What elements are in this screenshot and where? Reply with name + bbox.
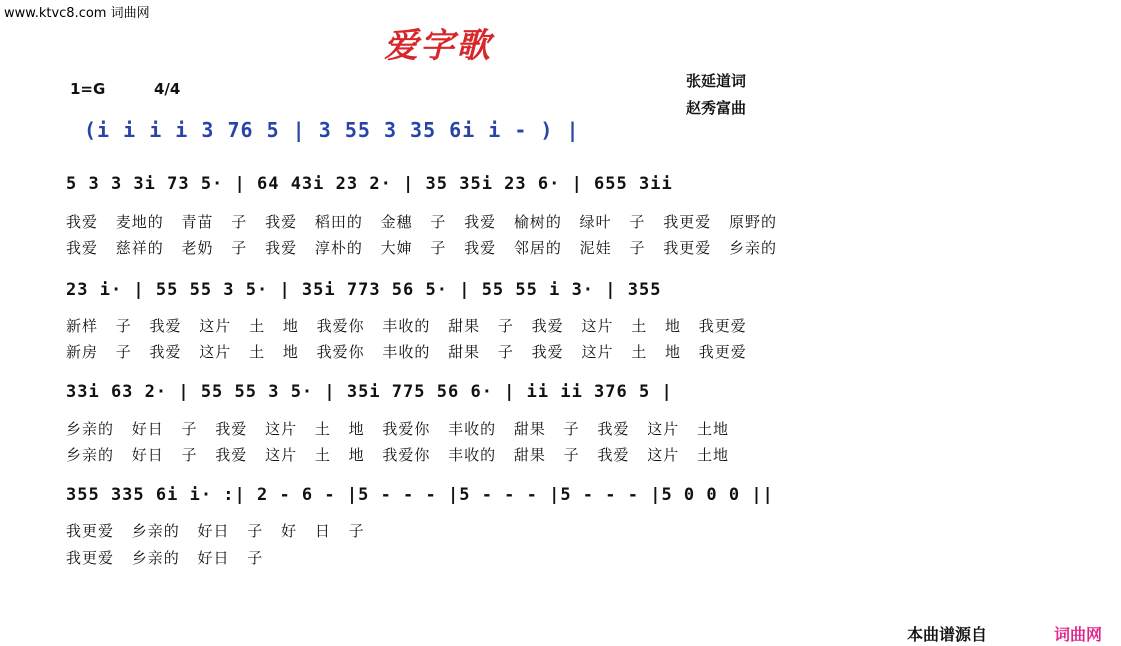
lyric-line-4-verse-2: 我更爱 乡亲的 好日 子 (66, 549, 264, 567)
time-signature: 4/4 (154, 80, 181, 98)
lyric-line-2-verse-2: 新房 子 我爱 这片 土 地 我爱你 丰收的 甜果 子 我爱 这片 土 地 我更爱 (66, 343, 747, 361)
notation-line-2: 23 i· | 55 55 3 5· | 35i 773 56 5· | 55 55 i 3· | 355 (66, 280, 662, 300)
lyric-line-3-verse-1: 乡亲的 好日 子 我爱 这片 土 地 我爱你 丰收的 甜果 子 我爱 这片 土地 (66, 420, 729, 438)
lyric-line-1-verse-1: 我爱 麦地的 青苗 子 我爱 稻田的 金穗 子 我爱 榆树的 绿叶 子 我更爱 原野的 (66, 213, 777, 231)
lyric-line-4-verse-1: 我更爱 乡亲的 好日 子 好 日 子 (66, 522, 365, 540)
song-title: 爱字歌 (384, 26, 492, 66)
lyricist-credit: 张延道词 (686, 72, 747, 90)
lyric-line-3-verse-2: 乡亲的 好日 子 我爱 这片 土 地 我爱你 丰收的 甜果 子 我爱 这片 土地 (66, 446, 729, 464)
notation-line-3: 33i 63 2· | 55 55 3 5· | 35i 775 56 6· | ii ii 376 5 | (66, 382, 673, 402)
prelude-notation: (i i i i 3 76 5 | 3 55 3 35 6i i - ) | (84, 118, 580, 142)
composer-credit: 赵秀富曲 (686, 99, 747, 117)
notation-line-1: 5 3 3 3i 73 5· | 64 43i 23 2· | 35 35i 23 6· | 655 3ii (66, 174, 673, 194)
key-signature: 1=G (70, 80, 106, 98)
site-watermark: www.ktvc8.com 词曲网 (4, 6, 150, 21)
footer-brand-link[interactable]: 词曲网 (1054, 625, 1103, 644)
notation-line-4: 355 335 6i i· :| 2 - 6 - |5 - - - |5 - - - |5 - - - |5 0 0 0 || (66, 485, 774, 505)
lyric-line-1-verse-2: 我爱 慈祥的 老奶 子 我爱 淳朴的 大婶 子 我爱 邻居的 泥娃 子 我更爱 乡亲的 (66, 239, 777, 257)
lyric-line-2-verse-1: 新样 子 我爱 这片 土 地 我爱你 丰收的 甜果 子 我爱 这片 土 地 我更爱 (66, 317, 747, 335)
footer-source-label: 本曲谱源自 (907, 625, 988, 644)
